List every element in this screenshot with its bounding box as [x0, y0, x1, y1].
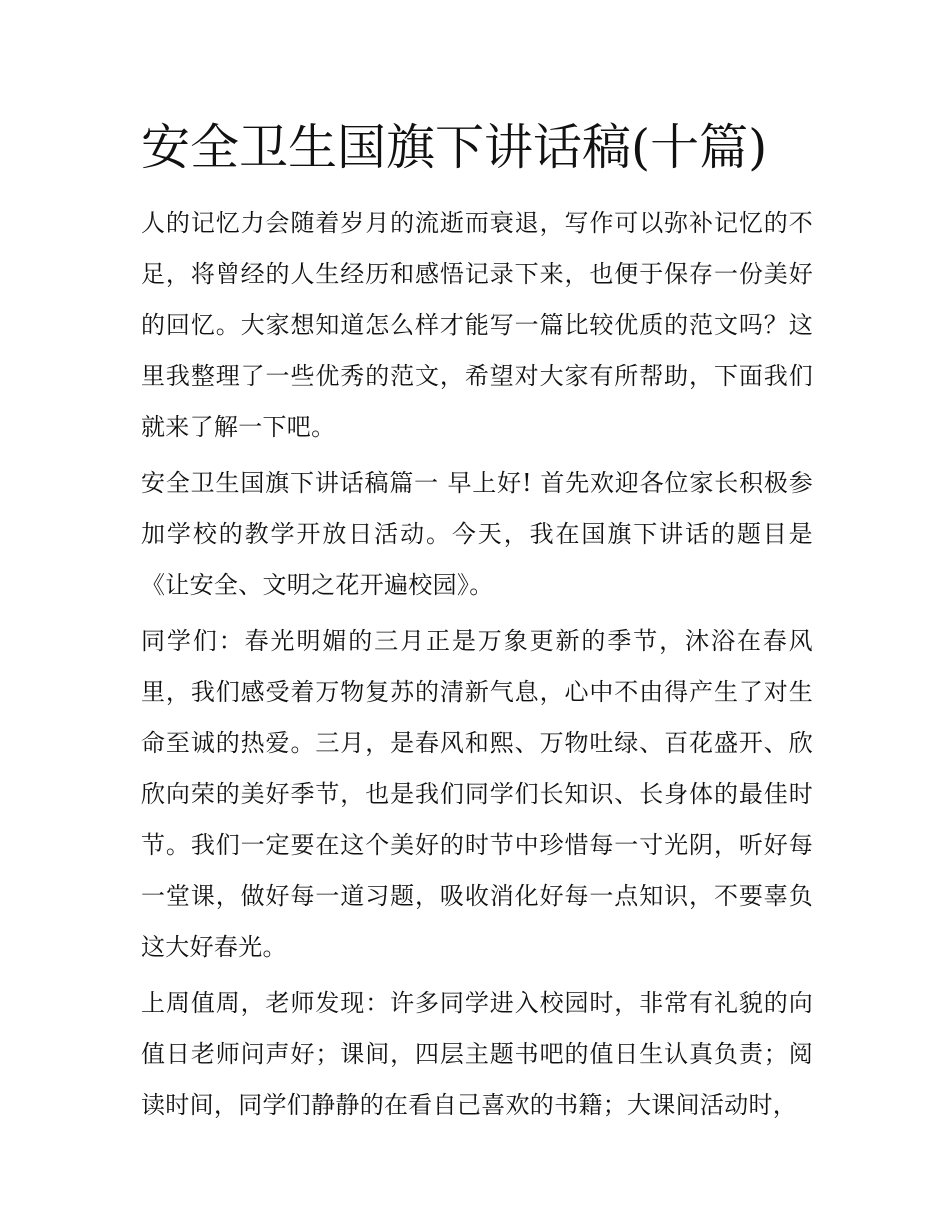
paragraph-speech-opening: 安全卫生国旗下讲话稿篇一 早上好! 首先欢迎各位家长积极参加学校的教学开放日活动。今天，我在国旗下讲话的题目是《让安全、文明之花开遍校园》。: [141, 469, 813, 599]
document-title: 安全卫生国旗下讲话稿(十篇): [141, 119, 768, 176]
paragraph-intro: 人的记忆力会随着岁月的流逝而衰退，写作可以弥补记忆的不足，将曾经的人生经历和感悟记录下来，也便于保存一份美好的回忆。大家想知道怎么样才能写一篇比较优质的范文吗？这里我整理了一些优秀的范文，希望对大家有所帮助，下面我们就来了解一下吧。: [141, 209, 813, 441]
paragraph-spring: 同学们：春光明媚的三月正是万象更新的季节，沐浴在春风里，我们感受着万物复苏的清新气息，心中不由得产生了对生命至诚的热爱。三月，是春风和熙、万物吐绿、百花盛开、欣欣向荣的美好季节，也是我们同学们长知识、长身体的最佳时节。我们一定要在这个美好的时节中珍惜每一寸光阴，听好每一堂课，做好每一道习题，吸收消化好每一点知识，不要辜负这大好春光。: [141, 627, 813, 961]
paragraph-duty-week: 上周值周，老师发现：许多同学进入校园时，非常有礼貌的向值日老师问声好；课间，四层主题书吧的值日生认真负责；阅读时间，同学们静静的在看自己喜欢的书籍；大课间活动时，: [141, 989, 813, 1119]
document-body: [141, 112, 813, 1136]
